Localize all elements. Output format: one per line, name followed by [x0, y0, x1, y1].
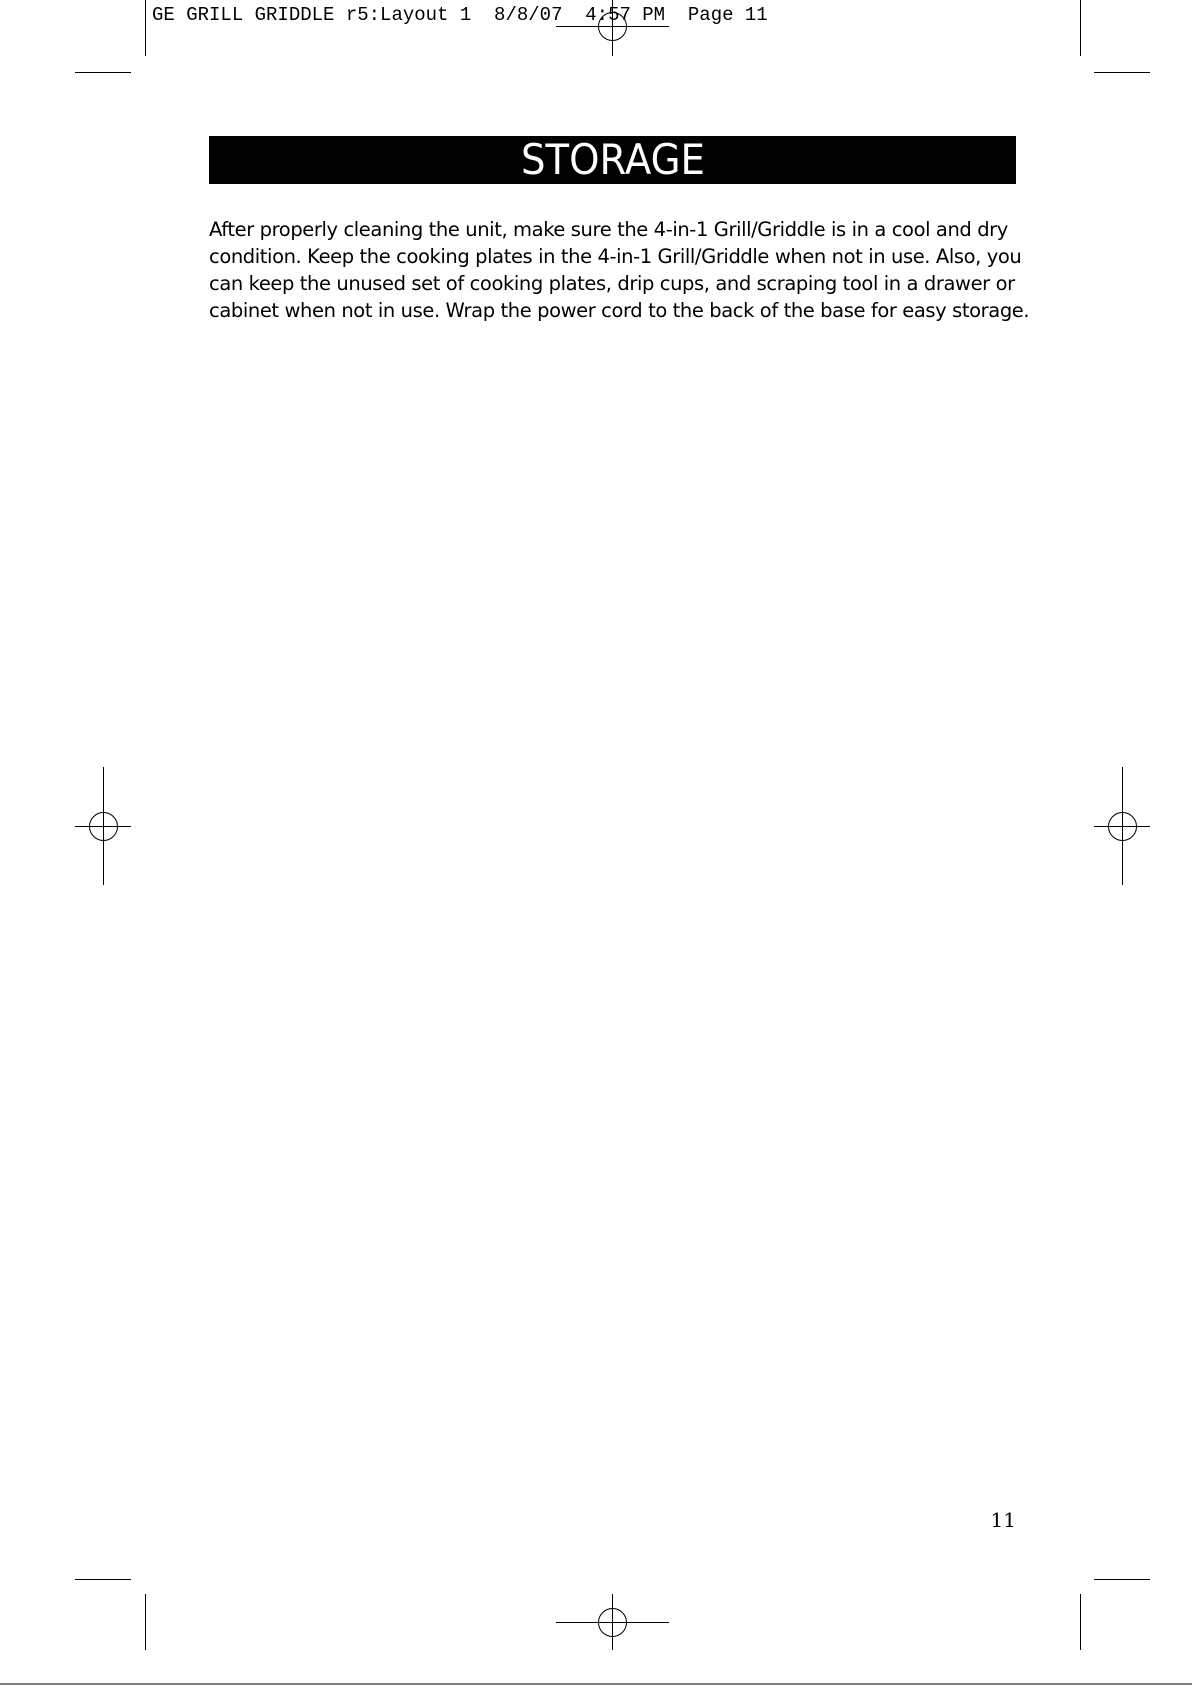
section-title: STORAGE — [520, 135, 705, 184]
body-line: can keep the unused set of cooking plates, drip cups, and scraping tool in a drawer or — [209, 272, 1015, 295]
page-number: 11 — [990, 1508, 1016, 1532]
registration-mark-left — [75, 767, 131, 885]
section-body — [209, 216, 1029, 324]
body-line: After properly cleaning the unit, make sure the 4-in-1 Grill/Griddle is in a cool and dry — [209, 218, 1008, 241]
section-title-bar — [209, 136, 1016, 184]
printer-slug-line: GE GRILL GRIDDLE r5:Layout 1 8/8/07 4:57 PM Page 11 — [152, 4, 768, 26]
registration-mark-right — [1094, 767, 1150, 885]
body-line: cabinet when not in use. Wrap the power cord to the back of the base for easy storage. — [209, 299, 1030, 322]
registration-mark-bottom-center — [556, 1594, 669, 1650]
body-line: condition. Keep the cooking plates in the 4-in-1 Grill/Griddle when not in use. Also, you — [209, 245, 1022, 268]
